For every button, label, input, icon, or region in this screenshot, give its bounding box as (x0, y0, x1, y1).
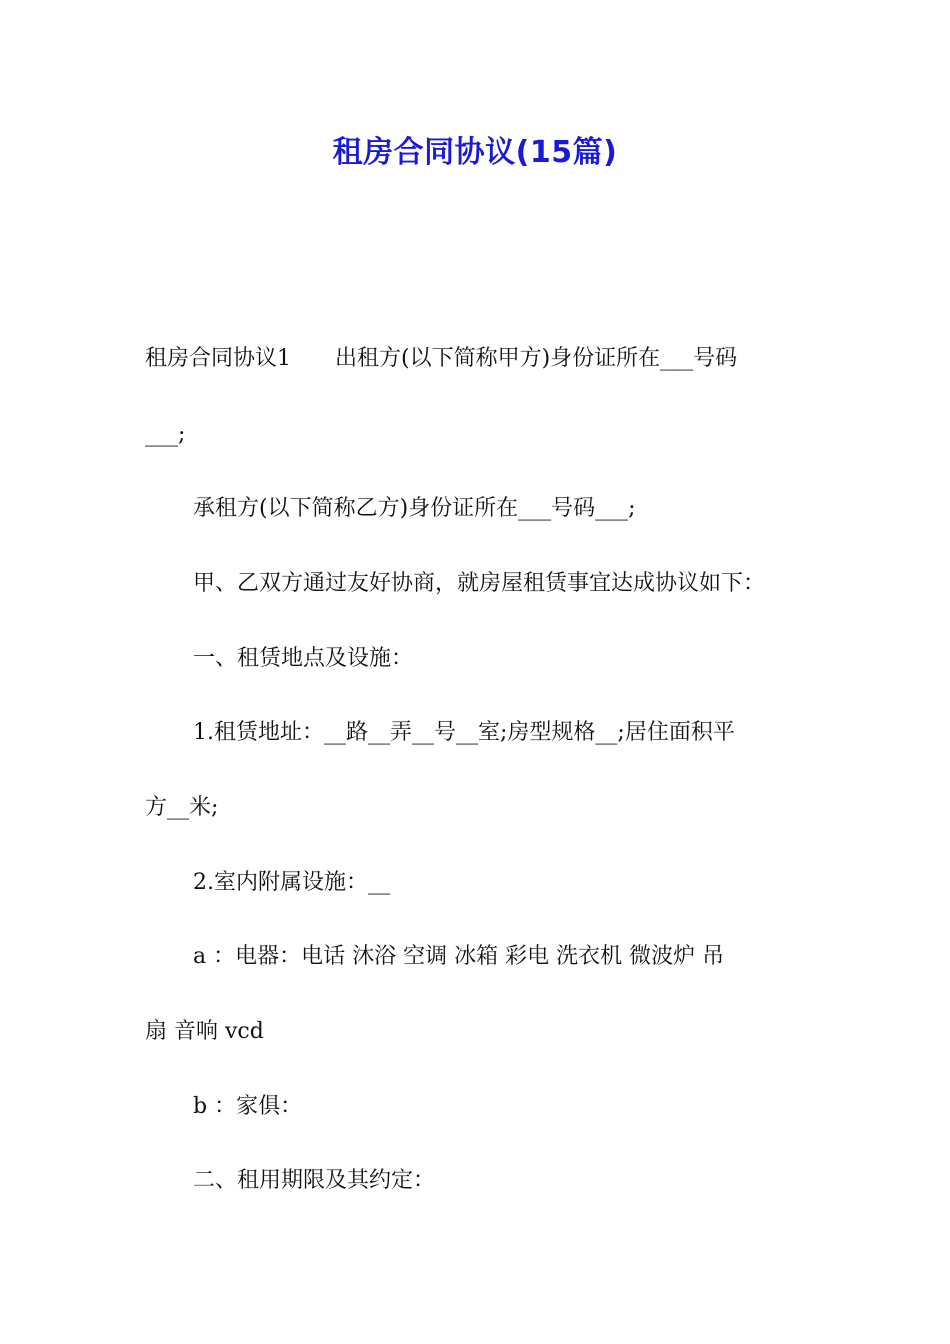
paragraph-line-10: 扇 音响 vcd (145, 1019, 264, 1044)
paragraph-line-11: b ：家俱： (193, 1094, 303, 1119)
paragraph-line-8: 2.室内附属设施：__ (193, 870, 390, 895)
document-title: 租房合同协议(15篇) (332, 135, 618, 170)
paragraph-line-9: a ：电器：电话 沐浴 空调 冰箱 彩电 洗衣机 微波炉 吊 (193, 944, 725, 969)
paragraph-line-2: ___; (145, 422, 186, 447)
section-heading-1: 一、租赁地点及设施： (193, 646, 414, 671)
paragraph-line-4: 甲、乙双方通过友好协商，就房屋租赁事宜达成协议如下： (193, 571, 766, 596)
paragraph-line-3: 承租方(以下简称乙方)身份证所在___号码___; (193, 496, 636, 521)
paragraph-line-1: 租房合同协议1 出租方(以下简称甲方)身份证所在___号码 (145, 346, 738, 371)
section-heading-2: 二、租用期限及其约定： (193, 1168, 436, 1193)
paragraph-line-7: 方__米; (145, 795, 219, 820)
paragraph-line-6: 1.租赁地址：__路__弄__号__室;房型规格__;居住面积平 (193, 720, 735, 745)
